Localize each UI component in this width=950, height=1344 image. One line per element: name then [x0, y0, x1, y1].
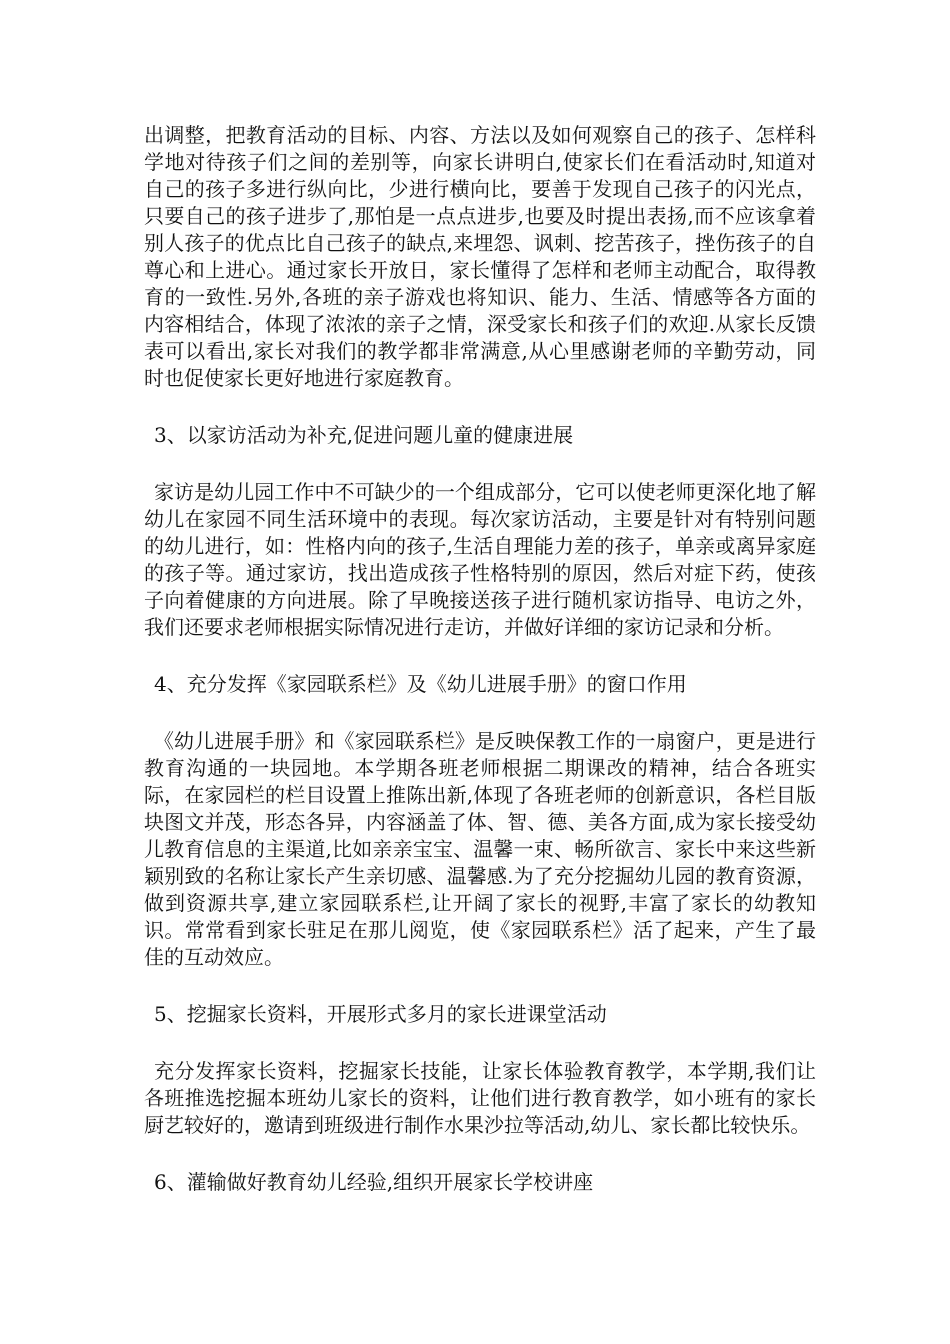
paragraph-home-visits: 家访是幼儿园工作中不可缺少的一个组成部分，它可以使老师更深化地了解幼儿在家园不同生活环境中的表现。每次家访活动，主要是针对有特别问题的幼儿进行，如：性格内向的孩子,生活自理能力差的孩子，单亲或离异家庭的孩子等。通过家访，找出造成孩子性格特别的原因，然后对症下药，使孩子向着健康的方向进展。除了早晚接送孩子进行随机家访指导、电访之外，我们还要求老师根据实际情况进行走访，并做好详细的家访记录和分析。	[144, 480, 816, 639]
heading-parents-in-class: 5、挖掘家长资料，开展形式多月的家长进课堂活动	[154, 1002, 607, 1026]
heading-home-visits: 3、以家访活动为补充,促进问题儿童的健康进展	[154, 423, 574, 447]
document-body	[144, 122, 816, 1226]
paragraph-contact-board: 《幼儿进展手册》和《家园联系栏》是反映保教工作的一扇窗户，更是进行教育沟通的一块园地。本学期各班老师根据二期课改的精神，结合各班实际，在家园栏的栏目设置上推陈出新,体现了各班老师的创新意识，各栏目版块图文并茂，形态各异，内容涵盖了体、智、德、美各方面,成为家长接受幼儿教育信息的主渠道,比如亲亲宝宝、温馨一束、畅所欲言、家长中来这些新颖别致的名称让家长产生亲切感、温馨感.为了充分挖掘幼儿园的教育资源，做到资源共享,建立家园联系栏,让开阔了家长的视野,丰富了家长的幼教知识。常常看到家长驻足在那儿阅览，使《家园联系栏》活了起来，产生了最佳的互动效应。	[144, 729, 816, 969]
paragraph-parent-open-day: 出调整，把教育活动的目标、内容、方法以及如何观察自己的孩子、怎样科学地对待孩子们之间的差别等，向家长讲明白,使家长们在看活动时,知道对自己的孩子多进行纵向比，少进行横向比，要善于发现自己孩子的闪光点，只要自己的孩子进步了,那怕是一点点进步,也要及时提出表扬,而不应该拿着别人孩子的优点比自己孩子的缺点,来埋怨、讽刺、挖苦孩子，挫伤孩子的自尊心和上进心。通过家长开放日，家长懂得了怎样和老师主动配合，取得教育的一致性.另外,各班的亲子游戏也将知识、能力、生活、情感等各方面的内容相结合，体现了浓浓的亲子之情，深受家长和孩子们的欢迎.从家长反馈表可以看出,家长对我们的教学都非常满意,从心里感谢老师的辛勤劳动，同时也促使家长更好地进行家庭教育。	[144, 123, 816, 390]
heading-contact-board: 4、充分发挥《家园联系栏》及《幼儿进展手册》的窗口作用	[154, 672, 687, 696]
heading-parent-school-lectures: 6、灌输做好教育幼儿经验,组织开展家长学校讲座	[154, 1170, 594, 1194]
paragraph-parents-in-class: 充分发挥家长资料，挖掘家长技能，让家长体验教育教学，本学期,我们让各班推选挖掘本班幼儿家长的资料，让他们进行教育教学，如小班有的家长厨艺较好的，邀请到班级进行制作水果沙拉等活动,幼儿、家长都比较快乐。	[144, 1059, 816, 1137]
